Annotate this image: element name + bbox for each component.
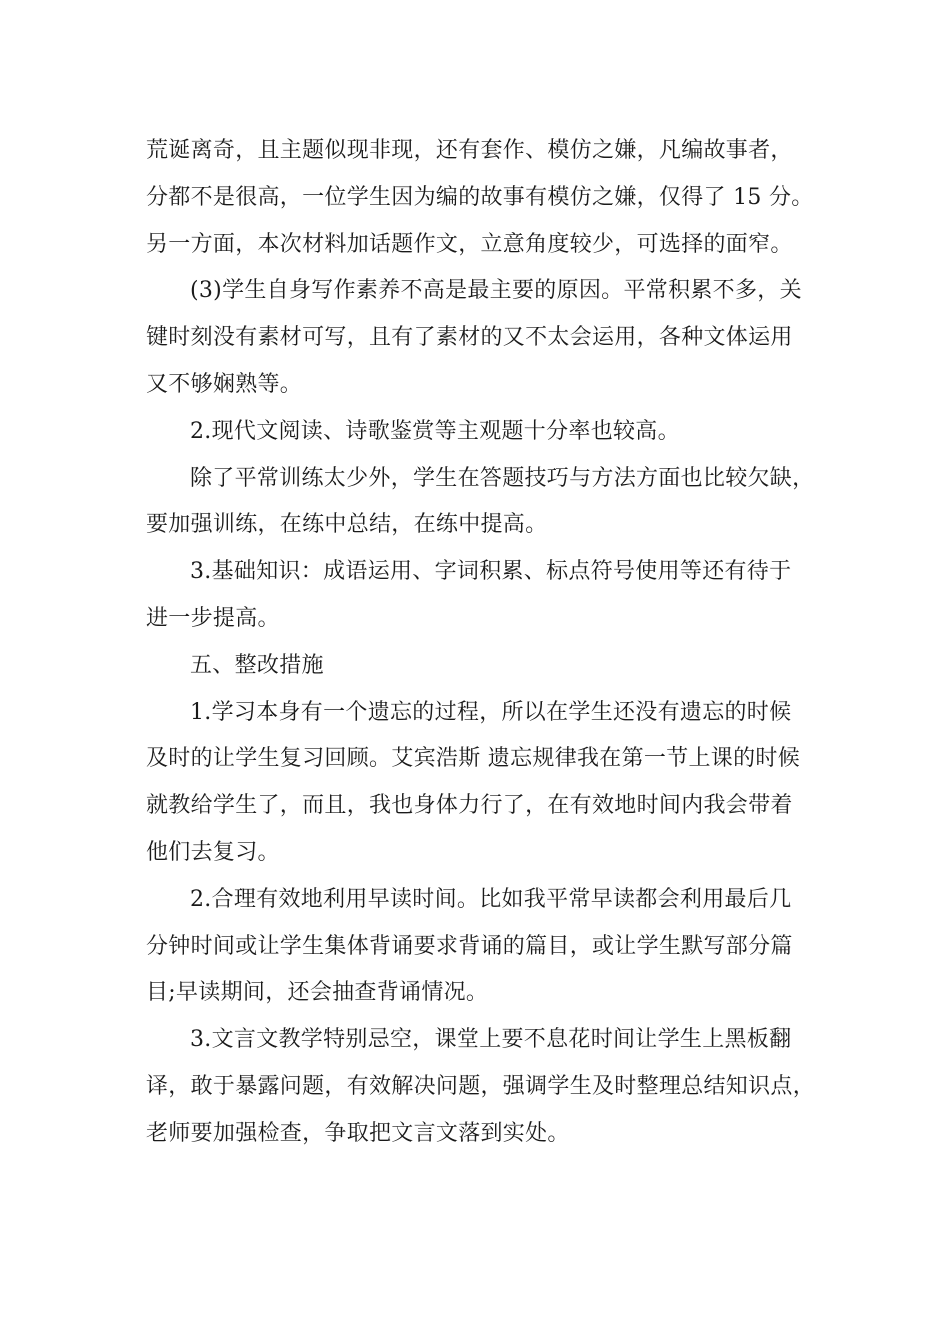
- text-line: 除了平常训练太少外，学生在答题技巧与方法方面也比较欠缺，: [190, 465, 815, 491]
- text-line: 五、整改措施: [190, 652, 324, 678]
- text-line: 进一步提高。: [146, 605, 280, 631]
- text-line: 老师要加强检查，争取把文言文落到实处。: [146, 1120, 570, 1146]
- text-line: 要加强训练，在练中总结，在练中提高。: [146, 512, 548, 538]
- text-line: 又不够娴熟等。: [146, 371, 303, 397]
- text-line: 3.文言文教学特别忌空，课堂上要不息花时间让学生上黑板翻: [190, 1027, 792, 1053]
- text-line: 分都不是很高，一位学生因为编的故事有模仿之嫌，仅得了 15 分。: [146, 184, 814, 210]
- text-line: 及时的让学生复习回顾。艾宾浩斯 遗忘规律我在第一节上课的时候: [146, 746, 800, 772]
- text-line: 1.学习本身有一个遗忘的过程，所以在学生还没有遗忘的时候: [190, 699, 792, 725]
- text-line: (3)学生自身写作素养不高是最主要的原因。平常积累不多，关: [190, 278, 802, 304]
- text-line: 2.现代文阅读、诗歌鉴赏等主观题十分率也较高。: [190, 418, 680, 444]
- text-line: 就教给学生了，而且，我也身体力行了，在有效地时间内我会带着: [146, 793, 793, 819]
- text-line: 3.基础知识：成语运用、字词积累、标点符号使用等还有待于: [190, 559, 792, 585]
- text-line: 2.合理有效地利用早读时间。比如我平常早读都会利用最后几: [190, 886, 792, 912]
- text-line: 另一方面，本次材料加话题作文，立意角度较少，可选择的面窄。: [146, 231, 793, 257]
- text-line: 荒诞离奇，且主题似现非现，还有套作、模仿之嫌，凡编故事者，: [146, 138, 793, 163]
- document-body: [146, 128, 818, 1158]
- text-line: 他们去复习。: [146, 839, 280, 865]
- text-line: 译，敢于暴露问题，有效解决问题，强调学生及时整理总结知识点，: [146, 1073, 816, 1099]
- text-line: 分钟时间或让学生集体背诵要求背诵的篇目，或让学生默写部分篇: [146, 933, 793, 959]
- text-line: 目;早读期间，还会抽查背诵情况。: [146, 980, 489, 1006]
- text-line: 键时刻没有素材可写，且有了素材的又不太会运用，各种文体运用: [146, 325, 793, 351]
